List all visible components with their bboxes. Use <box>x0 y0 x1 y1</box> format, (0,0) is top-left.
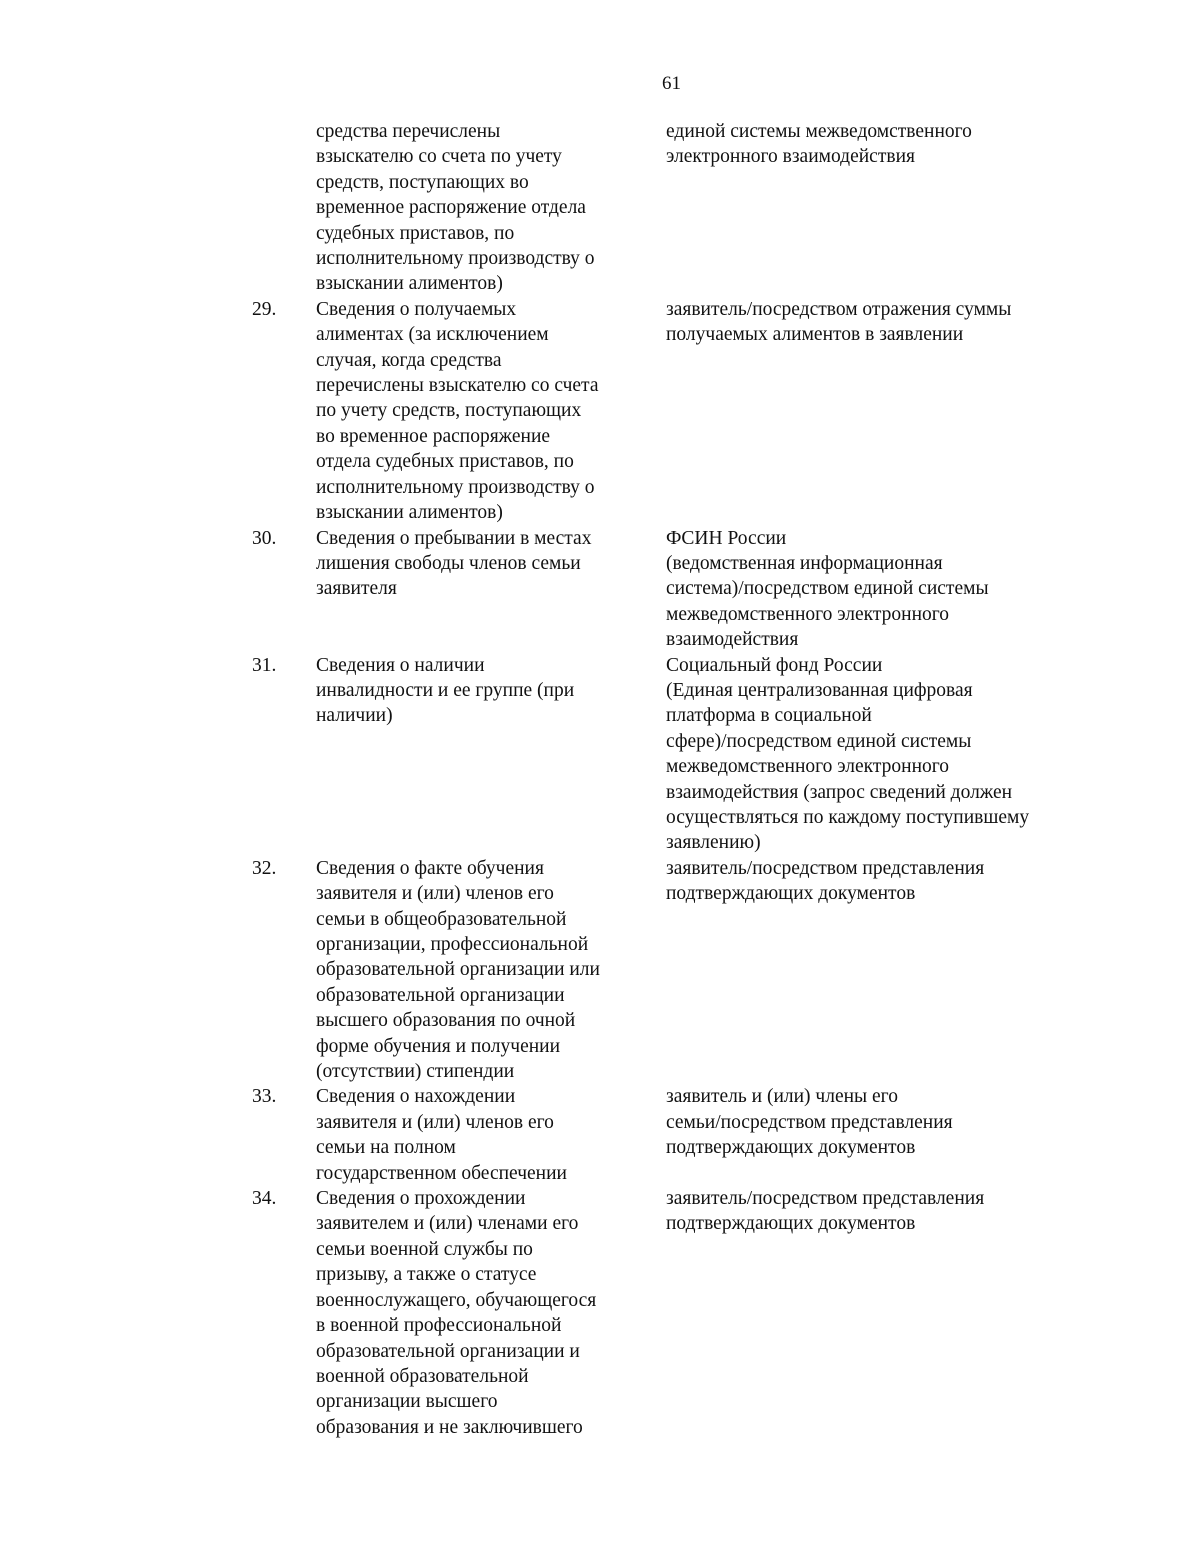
row-source: единой системы межведомственного электронного взаимодействия <box>666 121 972 168</box>
row-number: 30. <box>252 527 277 549</box>
row-number: 29. <box>252 298 277 320</box>
row-source: заявитель/посредством представления подтверждающих документов <box>666 857 985 905</box>
data-sources-table <box>252 119 1092 1440</box>
row-source: заявитель и (или) члены его семьи/посредством представления подтверждающих документов <box>666 1086 953 1159</box>
table-row <box>252 1084 1092 1186</box>
row-description: средства перечислены взыскателю со счета по учету средств, поступающих во временное распоряжение отдела судебных приставов, по исполнительному производству о взыскании алиментов) <box>316 121 595 295</box>
row-source: Социальный фонд России (Единая централизованная цифровая платформа в социальной сфере)/посредством единой системы межведомственного электронного взаимодействия (запрос сведений должен осуществляться по каждому поступившему заявлению) <box>666 654 1030 854</box>
table-row <box>252 526 1092 653</box>
page-number: 61 <box>662 73 681 94</box>
row-source: ФСИН России (ведомственная информационная система)/посредством единой системы межведомственного электронного взаимодействия <box>666 527 989 651</box>
table-row <box>252 119 1092 297</box>
row-number: 31. <box>252 654 277 676</box>
row-description: Сведения о получаемых алиментах (за исключением случая, когда средства перечислены взыскателю со счета по учету средств, поступающих во временное распоряжение отдела судебных приставов, по исполнительному производству о взыскании алиментов) <box>316 298 599 524</box>
table-row <box>252 1186 1092 1440</box>
table-row <box>252 653 1092 856</box>
row-source: заявитель/посредством отражения суммы получаемых алиментов в заявлении <box>666 298 1012 346</box>
row-description: Сведения о пребывании в местах лишения свободы членов семьи заявителя <box>316 527 592 600</box>
row-source: заявитель/посредством представления подтверждающих документов <box>666 1188 985 1235</box>
row-description: Сведения о наличии инвалидности и ее группе (при наличии) <box>316 654 575 727</box>
row-number: 33. <box>252 1086 277 1108</box>
row-number: 34. <box>252 1188 277 1210</box>
row-description: Сведения о нахождении заявителя и (или) членов его семьи на полном государственном обеспечении <box>316 1086 567 1184</box>
row-description: Сведения о прохождении заявителем и (или) членами его семьи военной службы по призыву, а также о статусе военнослужащего, обучающегося в военной профессиональной образовательной организации и военной образовательной организации высшего образования и не заключившего <box>316 1188 597 1438</box>
row-number: 32. <box>252 857 277 879</box>
row-description: Сведения о факте обучения заявителя и (или) членов его семьи в общеобразовательной организации, профессиональной образовательной организации или образовательной организации высшего образования по очной форме обучения и получении (отсутствии) стипендии <box>316 857 600 1083</box>
table-row <box>252 297 1092 526</box>
table-row <box>252 856 1092 1085</box>
